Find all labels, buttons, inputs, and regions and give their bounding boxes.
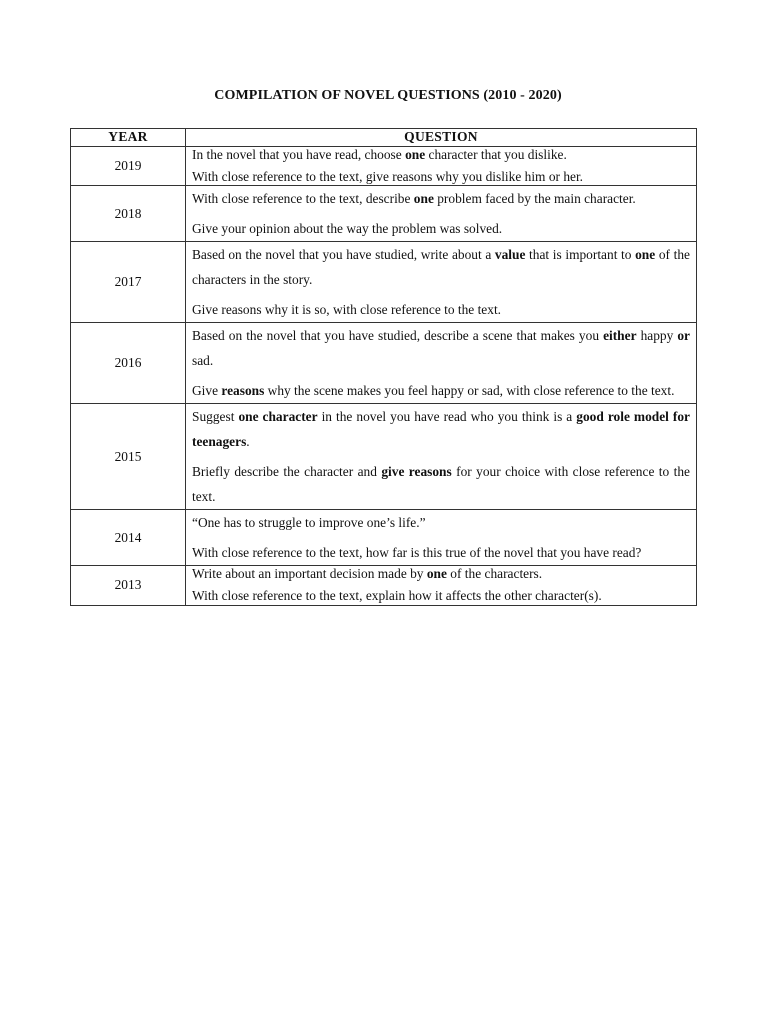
question-text: With close reference to the text, explain how it affects the other character(s). <box>192 588 602 604</box>
question-cell <box>186 323 697 404</box>
emphasis-text: or <box>677 328 690 344</box>
year-cell: 2015 <box>71 404 186 510</box>
question-text: Give <box>192 383 222 399</box>
emphasis-text: either <box>603 328 637 344</box>
emphasis-text: good role model for teenagers <box>192 409 690 450</box>
question-paragraph <box>192 323 690 373</box>
question-paragraph <box>192 404 690 454</box>
question-paragraph <box>192 147 690 164</box>
question-text: problem faced by the main character. <box>433 191 636 207</box>
question-paragraph <box>192 540 690 565</box>
question-text: With close reference to the text, how far is this true of the novel that you have read? <box>192 545 642 561</box>
emphasis-text: value <box>494 247 526 263</box>
page-title: COMPILATION OF NOVEL QUESTIONS (2010 - 2020) <box>214 88 562 103</box>
question-text: happy <box>636 328 678 344</box>
table-body <box>71 146 697 605</box>
emphasis-text: one <box>405 146 426 162</box>
question-text: Write about an important decision made by <box>192 566 427 582</box>
question-cell <box>186 566 697 606</box>
question-paragraph <box>192 169 690 186</box>
question-paragraph <box>192 459 690 509</box>
question-text: character that you dislike. <box>425 146 567 162</box>
question-text: Give reasons why it is so, with close reference to the text. <box>192 302 502 318</box>
table-row <box>71 404 697 510</box>
year-column-header: YEAR <box>71 129 186 147</box>
table-row <box>71 510 697 566</box>
question-cell <box>186 242 697 323</box>
question-cell <box>186 404 697 510</box>
question-paragraph <box>192 588 690 605</box>
question-text: Give your opinion about the way the problem was solved. <box>192 221 503 237</box>
year-cell: 2016 <box>71 323 186 404</box>
question-text: that is important to <box>525 247 636 263</box>
emphasis-text: reasons <box>221 383 265 399</box>
question-cell <box>186 186 697 242</box>
question-text: With close reference to the text, describe <box>192 191 414 207</box>
table-row <box>71 186 697 242</box>
question-paragraph <box>192 510 690 535</box>
emphasis-text: one character <box>238 409 318 425</box>
year-cell: 2019 <box>71 146 186 186</box>
year-cell: 2013 <box>71 566 186 606</box>
question-text: Briefly describe the character and <box>192 464 382 480</box>
question-paragraph <box>192 378 690 403</box>
question-text: “One has to struggle to improve one’s life.” <box>192 515 426 531</box>
questions-table <box>70 128 697 606</box>
question-paragraph <box>192 297 690 322</box>
question-text: in the novel you have read who you think is a <box>317 409 577 425</box>
question-text: Based on the novel that you have studied, write about a <box>192 247 495 263</box>
year-cell: 2017 <box>71 242 186 323</box>
question-cell <box>186 146 697 186</box>
table-header-row <box>71 129 697 147</box>
year-cell: 2014 <box>71 510 186 566</box>
emphasis-text: one <box>426 566 447 582</box>
question-text: of the characters in the story. <box>192 247 690 288</box>
year-cell: 2018 <box>71 186 186 242</box>
question-cell <box>186 510 697 566</box>
question-text: why the scene makes you feel happy or sad, with close reference to the text. <box>264 383 675 399</box>
question-text: sad. <box>192 353 214 369</box>
question-text: Suggest <box>192 409 239 425</box>
table-row <box>71 566 697 606</box>
question-text: for your choice with close reference to the text. <box>192 464 690 505</box>
question-text: With close reference to the text, give reasons why you dislike him or her. <box>192 168 584 184</box>
question-text: of the characters. <box>446 566 543 582</box>
emphasis-text: one <box>413 191 434 207</box>
question-text: Based on the novel that you have studied, describe a scene that makes you <box>192 328 604 344</box>
question-paragraph <box>192 566 690 583</box>
emphasis-text: one <box>635 247 656 263</box>
question-text: . <box>246 434 250 450</box>
question-column-header: QUESTION <box>186 129 697 147</box>
question-paragraph <box>192 242 690 292</box>
question-paragraph <box>192 216 690 241</box>
table-row <box>71 146 697 186</box>
table-row <box>71 323 697 404</box>
question-text: In the novel that you have read, choose <box>192 146 406 162</box>
table-row <box>71 242 697 323</box>
emphasis-text: give reasons <box>381 464 452 480</box>
question-paragraph <box>192 186 690 211</box>
